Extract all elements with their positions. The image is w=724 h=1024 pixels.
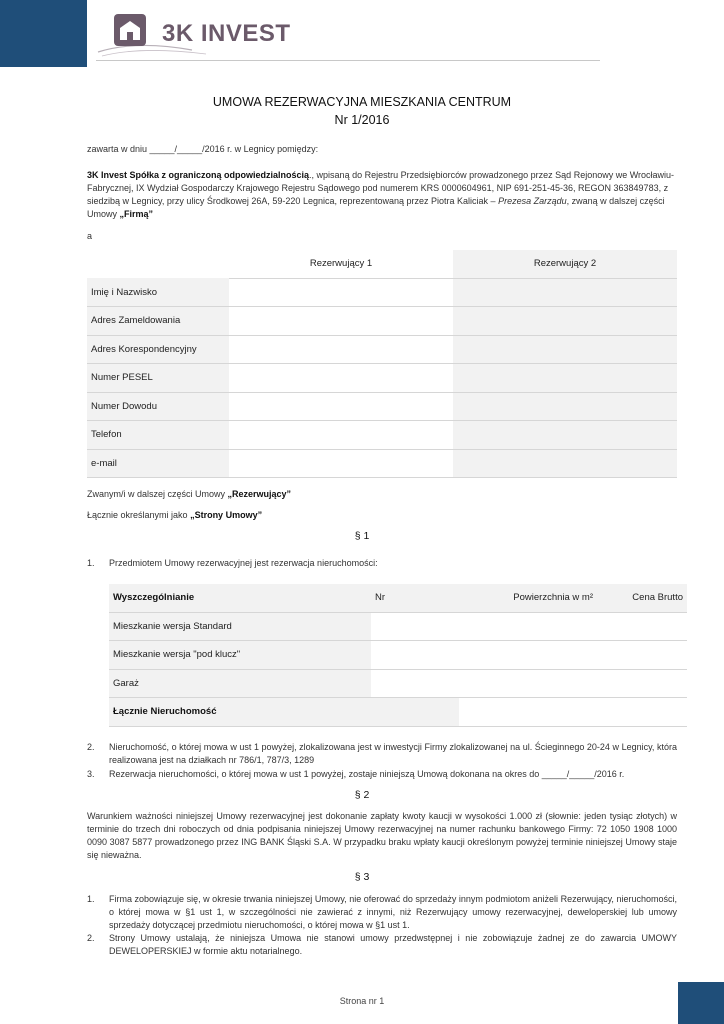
reserver2-registered-address-field[interactable] — [453, 307, 677, 336]
party1-text: ., wpisaną do Rejestru Przedsiębiorców prowadzonego przez Sąd Rejonowy we Wrocławiu-Fabrycznej, IX Wydział Gospodarczy Krajowego Rejestru Sądowego pod numerem KRS 0000604961, NIP 691-251-45-36, REGON 363849783, z siedzibą w Legnicy, przy ulicy Środkowej 26A, 59-220 Legnica, reprezentowaną przez Piotra Kaliciak – — [87, 170, 675, 206]
table-row — [87, 449, 677, 478]
reserver1-id-number-field[interactable] — [229, 392, 453, 421]
table-header-cell: Cena Brutto — [597, 584, 687, 612]
row-label: Telefon — [87, 421, 229, 450]
intro-text: zawarta w dniu _____/_____/2016 r. w Legnicy pomiędzy: — [87, 144, 319, 154]
table-row — [87, 364, 677, 393]
total-label: Łącznie Nieruchomość — [109, 698, 459, 727]
reserver-alias-line — [87, 488, 677, 501]
party1-tail: , zwaną w dalszej części Umowy — [87, 196, 665, 219]
company-name: 3K INVEST — [162, 20, 291, 47]
reserver2-phone-field[interactable] — [453, 421, 677, 450]
alias-prefix: Łącznie określanymi jako — [87, 510, 191, 520]
table-row — [109, 612, 687, 641]
table-header-row — [87, 250, 677, 278]
turnkey-apartment-details-field[interactable] — [371, 641, 687, 670]
table-row — [87, 278, 677, 307]
reserver1-pesel-field[interactable] — [229, 364, 453, 393]
footer-accent-block — [678, 982, 724, 1024]
table-header-cell: Powierzchnia w m² — [459, 584, 597, 612]
garage-details-field[interactable] — [371, 669, 687, 698]
table-row — [109, 641, 687, 670]
reserver-alias: „Rezerwujący” — [227, 489, 292, 499]
table-total-row — [109, 698, 687, 727]
table-row — [87, 392, 677, 421]
document-number: Nr 1/2016 — [334, 113, 390, 127]
section3-item1: Firma zobowiązuje się, w okresie trwania niniejszej Umowy, nie oferować do sprzedaży innym podmiotom aniżeli Rezerwujący, nieruchomości, o której mowa w §1 ust 1, w szczególności nie zawierać z innymi, niż Rezerwujący umowy rezerwacyjnej, deweloperskiej lub umowy sprzedaży dotyczącej przedmiotu nieruchomości, o której mowa w §1 ust 1. — [109, 894, 677, 930]
reserver1-name-field[interactable] — [229, 278, 453, 307]
section1-item3: Rezerwacja nieruchomości, o której mowa w ust 1 powyżej, zostaje niniejszą Umową dokonana na okres do _____/_____/2016 r. — [109, 769, 625, 779]
header-accent-block — [0, 0, 87, 67]
table-header-cell: Rezerwujący 2 — [453, 250, 677, 278]
item-number: 1. — [87, 558, 95, 568]
table-header-cell — [87, 250, 229, 278]
party1-alias: „Firmą” — [119, 209, 154, 219]
section-1-heading: § 1 — [354, 530, 370, 542]
reserver2-correspondence-address-field[interactable] — [453, 335, 677, 364]
row-label: Numer PESEL — [87, 364, 229, 393]
table-row — [109, 669, 687, 698]
reserver1-email-field[interactable] — [229, 449, 453, 478]
reserver1-registered-address-field[interactable] — [229, 307, 453, 336]
party1-role: Prezesa Zarządu — [498, 196, 567, 206]
row-label: Garaż — [109, 669, 371, 698]
reserver2-email-field[interactable] — [453, 449, 677, 478]
row-label: e-mail — [87, 449, 229, 478]
table-row — [87, 421, 677, 450]
total-value-field[interactable] — [459, 698, 687, 727]
header-divider — [96, 60, 600, 61]
section-2-heading: § 2 — [354, 789, 370, 801]
document-title: UMOWA REZERWACYJNA MIESZKANIA CENTRUM — [212, 95, 512, 109]
reserver1-correspondence-address-field[interactable] — [229, 335, 453, 364]
page-number: Strona nr 1 — [339, 996, 385, 1006]
row-label: Mieszkanie wersja "pod klucz" — [109, 641, 371, 670]
section1-item1: Przedmiotem Umowy rezerwacyjnej jest rezerwacja nieruchomości: — [109, 558, 378, 568]
row-label: Adres Zameldowania — [87, 307, 229, 336]
section1-item2: Nieruchomość, o której mowa w ust 1 powyżej, zlokalizowana jest w inwestycji Firmy zlokalizowanej na ul. Ścieginnego 20-24 w Legnicy, która realizowana jest na działkach nr 786/1, 787/3, 1289 — [109, 742, 677, 765]
row-label: Numer Dowodu — [87, 392, 229, 421]
row-label: Mieszkanie wersja Standard — [109, 612, 371, 641]
row-label: Adres Korespondencyjny — [87, 335, 229, 364]
section-3-heading: § 3 — [354, 871, 370, 883]
section2-paragraph: Warunkiem ważności niniejszej Umowy rezerwacyjnej jest dokonanie zapłaty kwoty kaucji w wysokości 1.000 zł (słownie: jeden tysiąc złotych) w terminie do trzech dni roboczych od dnia podpisania niniejszej Umowy rezerwacyjnej na numer rachunku bankowego Firmy: 72 1050 1908 1000 0090 3087 5877 prowadzonego przez ING BANK Śląski S.A. W przypadku braku wpłaty kaucji określonym powyżej terminie niniejszej Umowy staje się nieważna. — [87, 811, 677, 860]
reserver2-name-field[interactable] — [453, 278, 677, 307]
parties-alias: „Strony Umowy” — [190, 510, 263, 520]
section3-item2: Strony Umowy ustalają, że niniejsza Umowa nie stanowi umowy przedwstępnej i nie zobowiązuje żadnej ze do zawarcia UMOWY DEWELOPERSKIEJ w formie aktu notarialnego. — [109, 933, 677, 956]
table-row — [87, 307, 677, 336]
row-label: Imię i Nazwisko — [87, 278, 229, 307]
item-number: 3. — [87, 769, 95, 779]
table-header-cell: Rezerwujący 1 — [229, 250, 453, 278]
item-number: 2. — [87, 742, 95, 752]
party-table — [87, 250, 677, 478]
reserver2-pesel-field[interactable] — [453, 364, 677, 393]
table-row — [87, 335, 677, 364]
table-header-cell: Wyszczególnianie — [109, 584, 371, 612]
alias-prefix: Zwanym/i w dalszej części Umowy — [87, 489, 228, 499]
standard-apartment-details-field[interactable] — [371, 612, 687, 641]
table-header-cell: Nr — [371, 584, 459, 612]
party1-name: 3K Invest Spółka z ograniczoną odpowiedzialnością — [87, 170, 310, 180]
item-number: 1. — [87, 894, 95, 904]
conjunction-a: a — [87, 231, 93, 241]
table-header-row — [109, 584, 687, 612]
parties-alias-line — [87, 509, 677, 522]
reserver1-phone-field[interactable] — [229, 421, 453, 450]
reserver2-id-number-field[interactable] — [453, 392, 677, 421]
property-table — [109, 584, 687, 727]
party1-paragraph — [87, 169, 677, 221]
item-number: 2. — [87, 933, 95, 943]
